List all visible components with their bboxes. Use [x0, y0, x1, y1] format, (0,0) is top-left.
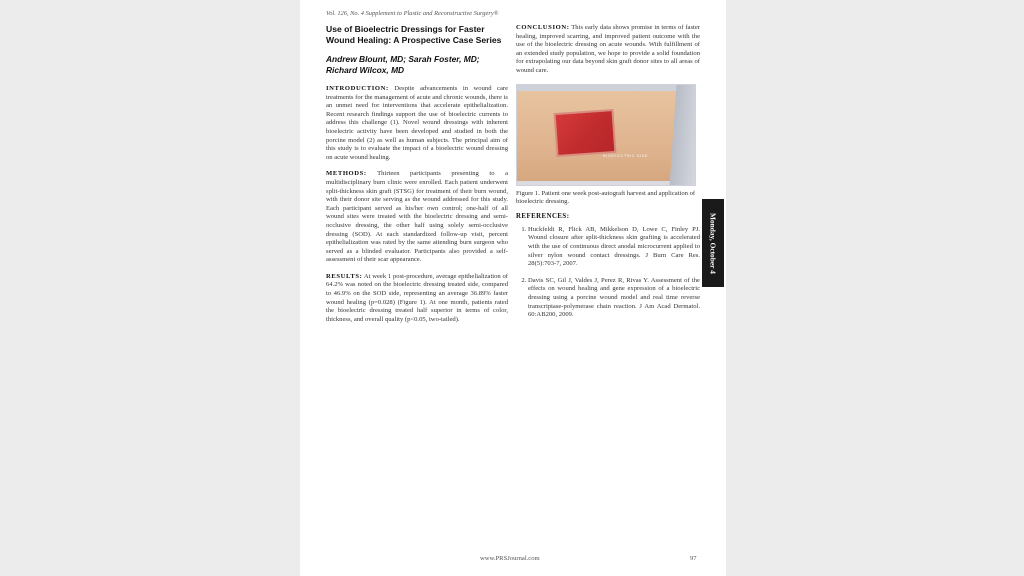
methods-text: Thirteen participants presenting to a multidisciplinary burn clinic were enrolled. Each patient underwent split-thickness skin graft (STSG) for treatment of their burn wound, with their donor site serving as the wound addressed for this study. Each participant served as his/her own control; one-half of all wound sites were treated with the bioelectric dressing and semi-occlusive dressing, the other half using solely semi-occlusive dressing (SOD). At each standardized follow-up visit, percent epithelialization was rated by the same attending burn surgeon who served as a blinded evaluator. Participants also provided a self-assessment of their scar appearance.: [326, 170, 509, 264]
side-tab-label: Monday, October 4: [708, 212, 718, 274]
methods-label: METHODS:: [326, 170, 367, 178]
right-column: [516, 24, 700, 328]
introduction-paragraph: [326, 85, 508, 162]
journal-page: [300, 0, 726, 576]
introduction-label: INTRODUCTION:: [326, 85, 389, 92]
article-title: Use of Bioelectric Dressings for Faster Wound Healing: A Prospective Case Series: [326, 24, 502, 45]
wound-area: [556, 111, 615, 155]
footer-url: www.PRSJournal.com: [480, 555, 540, 562]
introduction-text: Despite advancements in wound care treatments for the management of acute and chronic wounds, there is an unmet need for interventions that accelerate epithelialization. Recent research findings support the use of bioelectric currents to address this challenge (1). Novel wound dressings with inherent bioelectric activity have been developed and studied in both the porcine model (2) as well as human subjects. The principal aim of this study is to evaluate the impact of a bioelectric wound dressing on acute wound healing.: [326, 85, 508, 161]
reference-item: 1. Huckfeldt R, Flick AB, Mikkelson D, Lowe C, Finley PJ. Wound closure after split-thickness skin grafting is accelerated with the use of continuous direct anodal microcurrent applied to silver nylon wound contact dressings. J Burn Care Res. 28(5):703-7, 2007.: [528, 226, 700, 269]
conclusion-paragraph: [516, 24, 700, 76]
page-number: 97: [690, 555, 697, 562]
drape-top: [516, 84, 696, 91]
reference-item: 2. Davis SC, Gil J, Valdes J, Perez R, Rivas Y. Assessment of the effects on wound healing and gene expression of a bioelectric dressing using a porcine wound model and real time reverse transcriptase-polymerase chain reaction. J Am Acad Dermatol. 60:AB200, 2009.: [528, 277, 700, 320]
results-paragraph: [326, 273, 508, 325]
author-list: Andrew Blount, MD; Sarah Foster, MD; Richard Wilcox, MD: [326, 54, 480, 75]
results-label: RESULTS:: [326, 272, 363, 280]
conclusion-text: This early data shows promise in terms of faster healing, improved scarring, and improved patient outcome with the use of the bioelectric dressing on acute wounds. With fulfillment of an extended study population, we hope to provide a solid foundation for extrapolating our data beyond skin graft donor sites to all areas of wound care.: [516, 24, 700, 74]
reference-list: [516, 226, 700, 320]
wound-photo-figure: [516, 84, 696, 186]
methods-paragraph: [326, 170, 508, 265]
figure-caption: Figure 1. Patient one week post-autograft harvest and application of bioelectric dressing.: [516, 189, 696, 206]
conclusion-label: CONCLUSION:: [516, 24, 570, 31]
figure-image-label: BIOELECTRIC SIDE: [603, 152, 649, 158]
date-side-tab: [702, 199, 724, 287]
running-head: Vol. 126, No. 4 Supplement to Plastic and Reconstructive Surgery®: [326, 10, 499, 17]
results-text: At week 1 post-procedure, average epithelialization of 64.2% was noted on the bioelectric dressing treated side, compared to 46.9% on the SOD side, representing an average 36.89% faster wound healing (p=0.028) (Figure 1). At one month, patients rated the bioelectric dressing treated half superior in terms of color, thickness, and overall quality (p<0.05, two-tailed).: [326, 272, 508, 323]
left-column: [326, 24, 508, 332]
references-heading: REFERENCES:: [516, 212, 570, 220]
